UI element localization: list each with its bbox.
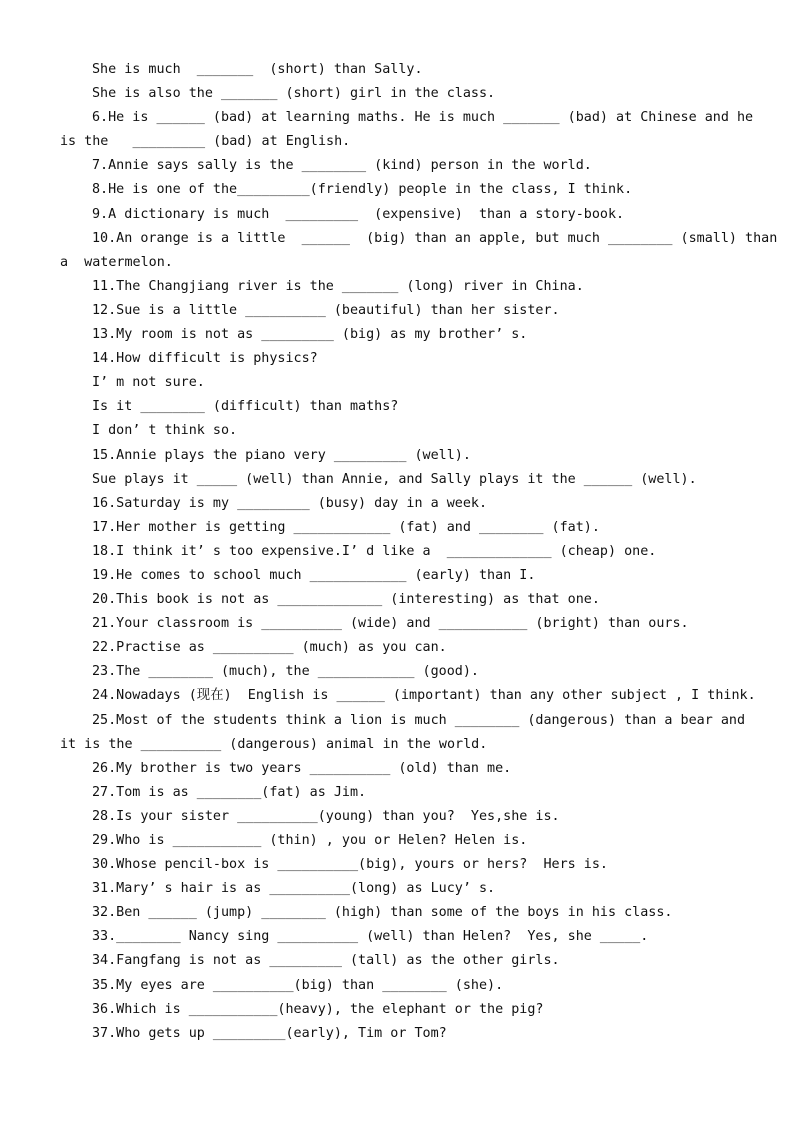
exercise-line: She is also the _______ (short) girl in the class.	[92, 86, 496, 102]
exercise-line: 31.Mary’ s hair is as __________(long) as Lucy’ s.	[92, 881, 496, 897]
exercise-line: a watermelon.	[60, 254, 173, 270]
exercise-line: 7.Annie says sally is the ________ (kind) person in the world.	[92, 158, 592, 174]
exercise-line: 28.Is your sister __________(young) than you? Yes,she is.	[92, 808, 560, 824]
exercise-line: She is much _______ (short) than Sally.	[92, 62, 423, 77]
exercise-line: 14.How difficult is physics?	[92, 351, 318, 367]
exercise-line: 16.Saturday is my _________ (busy) day in a week.	[92, 495, 488, 511]
exercise-line: 12.Sue is a little __________ (beautiful) than her sister.	[92, 302, 560, 318]
exercise-line: 15.Annie plays the piano very _________ (well).	[92, 447, 471, 463]
exercise-line: 10.An orange is a little ______ (big) than an apple, but much ________ (small) than	[92, 230, 778, 246]
exercise-line: 36.Which is ___________(heavy), the elephant or the pig?	[92, 1001, 544, 1017]
exercise-line: Is it ________ (difficult) than maths?	[92, 399, 399, 415]
exercise-line: I don’ t think so.	[92, 423, 238, 439]
exercise-line: 34.Fangfang is not as _________ (tall) as the other girls.	[92, 953, 560, 969]
exercise-line: 13.My room is not as _________ (big) as my brother’ s.	[92, 327, 528, 343]
exercise-line: 27.Tom is as ________(fat) as Jim.	[92, 784, 367, 800]
exercise-line: 25.Most of the students think a lion is much ________ (dangerous) than a bear and	[92, 712, 746, 728]
exercise-line: 18.I think it’ s too expensive.I’ d like a _____________ (cheap) one.	[92, 543, 657, 559]
exercise-line: 30.Whose pencil-box is __________(big), yours or hers? Hers is.	[92, 857, 608, 873]
exercise-line: 33.________ Nancy sing __________ (well) than Helen? Yes, she _____.	[92, 929, 649, 945]
exercise-line: 32.Ben ______ (jump) ________ (high) than some of the boys in his class.	[92, 905, 673, 921]
exercise-line: 19.He comes to school much ____________ (early) than I.	[92, 567, 536, 583]
exercise-line: 29.Who is ___________ (thin) , you or Helen? Helen is.	[92, 833, 528, 848]
exercise-line: is the _________ (bad) at English.	[60, 134, 351, 150]
exercise-line: 35.My eyes are __________(big) than ________ (she).	[92, 977, 504, 993]
exercise-line: Sue plays it _____ (well) than Annie, and Sally plays it the ______ (well).	[92, 471, 697, 487]
exercise-line: 17.Her mother is getting ____________ (fat) and ________ (fat).	[92, 519, 600, 535]
exercise-line: 9.A dictionary is much _________ (expensive) than a story-book.	[92, 206, 625, 222]
exercise-line: 24.Nowadays (现在) English is ______ (important) than any other subject , I think.	[92, 688, 756, 704]
exercise-line: it is the __________ (dangerous) animal in the world.	[60, 736, 488, 752]
exercise-line: 21.Your classroom is __________ (wide) and ___________ (bright) than ours.	[92, 616, 689, 632]
exercise-line: 11.The Changjiang river is the _______ (long) river in China.	[92, 278, 584, 294]
exercise-line: 37.Who gets up _________(early), Tim or Tom?	[92, 1025, 447, 1041]
exercise-line: 22.Practise as __________ (much) as you can.	[92, 640, 447, 656]
exercise-line: I’ m not sure.	[92, 375, 205, 391]
exercise-line: 20.This book is not as _____________ (interesting) as that one.	[92, 592, 600, 608]
exercise-line: 6.He is ______ (bad) at learning maths. He is much _______ (bad) at Chinese and he	[92, 110, 754, 126]
exercise-line: 26.My brother is two years __________ (old) than me.	[92, 760, 512, 776]
exercise-line: 23.The ________ (much), the ____________ (good).	[92, 664, 479, 680]
worksheet-page	[0, 58, 794, 1046]
exercise-line: 8.He is one of the_________(friendly) people in the class, I think.	[92, 182, 633, 198]
